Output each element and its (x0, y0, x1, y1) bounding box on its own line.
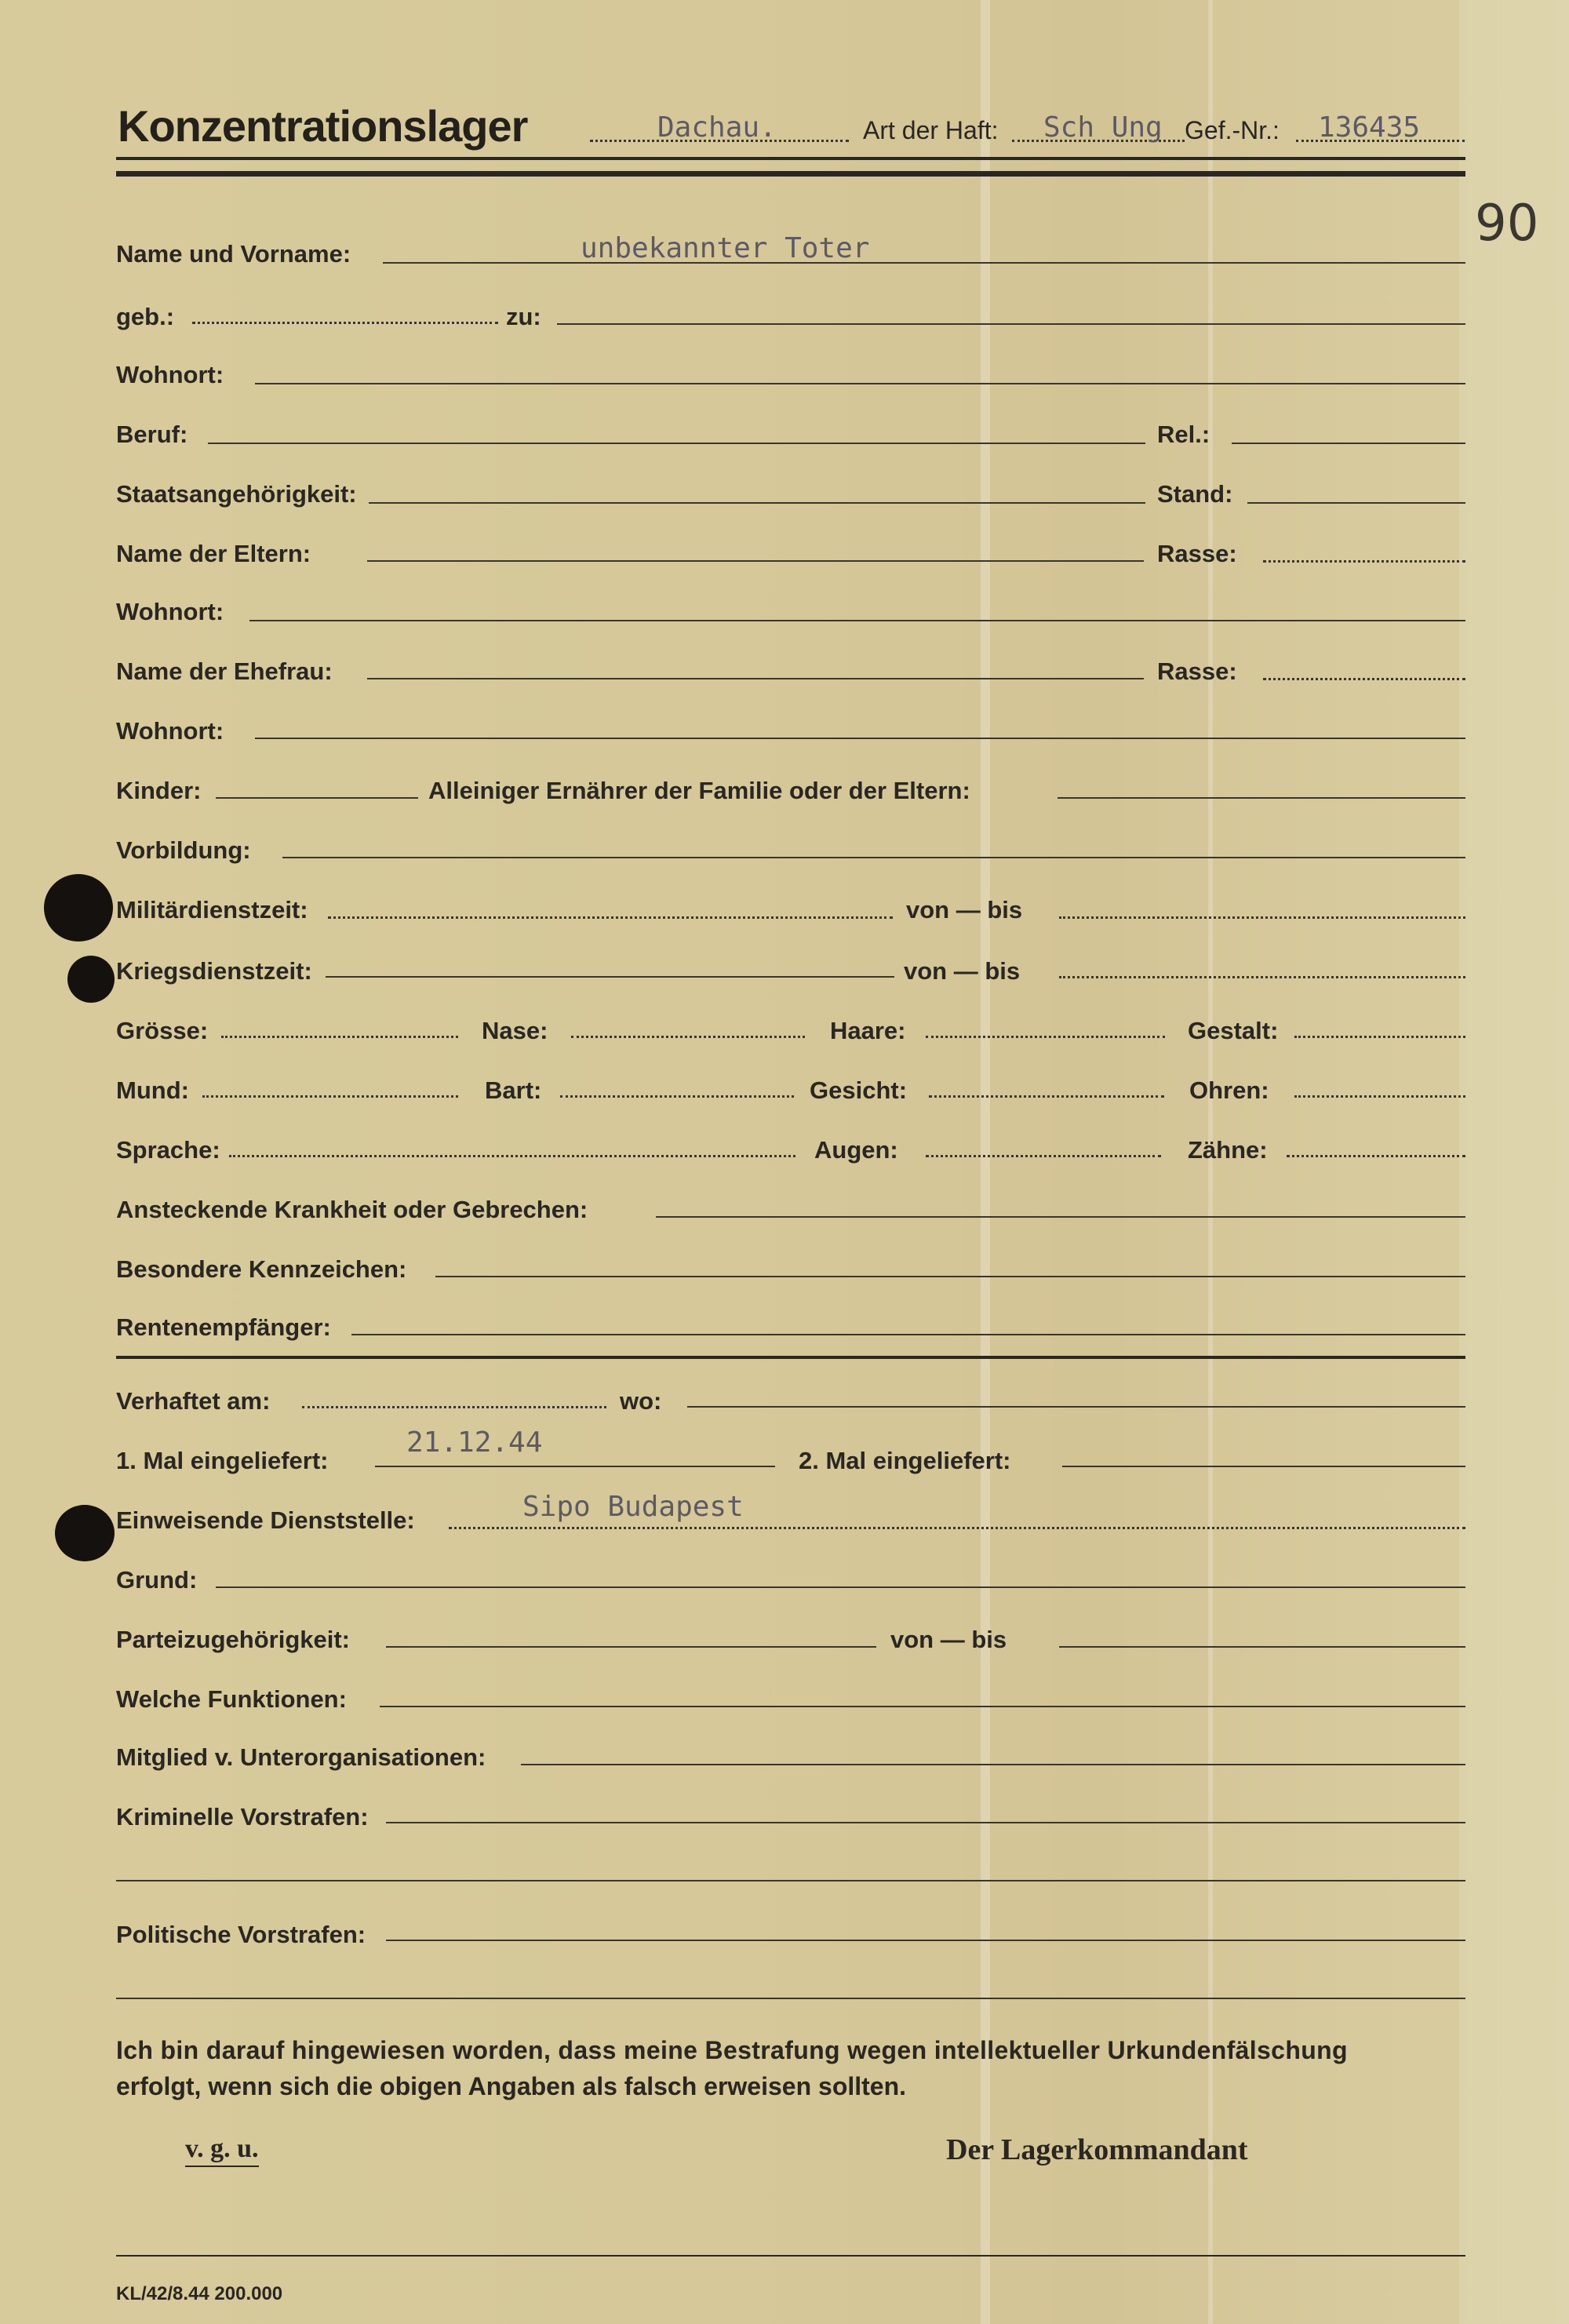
name-value: unbekannter Toter (581, 232, 870, 264)
kennzeichen-label: Besondere Kennzeichen: (116, 1255, 407, 1283)
verhaftet-label: Verhaftet am: (116, 1387, 271, 1415)
kriminelle-vorstrafen-label: Kriminelle Vorstrafen: (116, 1803, 369, 1830)
rasse-label-1: Rasse: (1157, 540, 1237, 567)
form-title: Konzentrationslager (118, 101, 528, 151)
nase-label: Nase: (482, 1017, 548, 1044)
zweites-mal-label: 2. Mal eingeliefert: (799, 1447, 1011, 1474)
krankheit-label: Ansteckende Krankheit oder Gebrechen: (116, 1196, 588, 1223)
von-bis-label-2: von — bis (904, 957, 1021, 985)
parteizugehoerigkeit-label: Parteizugehörigkeit: (116, 1626, 350, 1653)
funktionen-label: Welche Funktionen: (116, 1685, 347, 1713)
vorbildung-label: Vorbildung: (116, 836, 251, 864)
zu-label: zu: (506, 303, 541, 330)
erstes-mal-value: 21.12.44 (406, 1426, 543, 1459)
ohren-label: Ohren: (1189, 1076, 1269, 1104)
politische-vorstrafen-label: Politische Vorstrafen: (116, 1921, 366, 1948)
punch-hole (55, 1505, 115, 1561)
gestalt-label: Gestalt: (1188, 1017, 1279, 1044)
ehefrau-label: Name der Ehefrau: (116, 657, 333, 685)
mund-label: Mund: (116, 1076, 189, 1104)
beruf-label: Beruf: (116, 421, 188, 448)
statement-line-2: erfolgt, wenn sich die obigen Angaben als falsch erweisen sollten. (116, 2072, 907, 2100)
gesicht-label: Gesicht: (810, 1076, 908, 1104)
stand-label: Stand: (1157, 480, 1233, 508)
wohnort-label-3: Wohnort: (116, 717, 224, 745)
wohnort-label-2: Wohnort: (116, 598, 224, 625)
punch-hole (67, 956, 115, 1003)
von-bis-label-1: von — bis (906, 896, 1023, 923)
dienststelle-label: Einweisende Dienststelle: (116, 1506, 415, 1534)
erstes-mal-label: 1. Mal eingeliefert: (116, 1447, 329, 1474)
haare-label: Haare: (830, 1017, 906, 1044)
ernaehrer-label: Alleiniger Ernährer der Familie oder der Eltern: (428, 777, 970, 804)
punch-hole (44, 874, 113, 942)
unterorganisationen-label: Mitglied v. Unterorganisationen: (116, 1743, 486, 1771)
haft-label: Art der Haft: (863, 116, 999, 144)
gef-nr-label: Gef.-Nr.: (1185, 116, 1280, 144)
augen-label: Augen: (814, 1136, 898, 1164)
dienststelle-value: Sipo Budapest (522, 1491, 744, 1523)
grund-label: Grund: (116, 1566, 198, 1594)
kinder-label: Kinder: (116, 777, 202, 804)
gef-nr-value: 136435 (1318, 111, 1421, 144)
statement-line-1: Ich bin darauf hingewiesen worden, dass meine Bestrafung wegen intellektueller Urkundenfälschung (116, 2036, 1348, 2064)
sprache-label: Sprache: (116, 1136, 220, 1164)
edge-fade (1459, 0, 1569, 2324)
zaehne-label: Zähne: (1188, 1136, 1268, 1164)
form-code: KL/42/8.44 200.000 (116, 2283, 283, 2304)
name-label: Name und Vorname: (116, 240, 351, 268)
staatsangehoerigkeit-label: Staatsangehörigkeit: (116, 480, 357, 508)
wohnort-label-1: Wohnort: (116, 361, 224, 388)
von-bis-label-3: von — bis (890, 1626, 1007, 1653)
geb-label: geb.: (116, 303, 175, 330)
rasse-label-2: Rasse: (1157, 657, 1237, 685)
scan-streak (981, 0, 990, 2324)
haft-value: Sch Ung (1043, 111, 1163, 144)
bart-label: Bart: (485, 1076, 542, 1104)
camp-value: Dachau. (657, 111, 777, 144)
rel-label: Rel.: (1157, 421, 1210, 448)
rentenempfaenger-label: Rentenempfänger: (116, 1313, 331, 1341)
militaerdienstzeit-label: Militärdienstzeit: (116, 896, 308, 923)
eltern-label: Name der Eltern: (116, 540, 311, 567)
groesse-label: Grösse: (116, 1017, 209, 1044)
vgu-mark: v. g. u. (185, 2134, 259, 2167)
page-number: 90 (1475, 195, 1539, 253)
kriegsdienstzeit-label: Kriegsdienstzeit: (116, 957, 312, 985)
wo-label: wo: (620, 1387, 662, 1415)
lagerkommandant-label: Der Lagerkommandant (946, 2133, 1248, 2166)
